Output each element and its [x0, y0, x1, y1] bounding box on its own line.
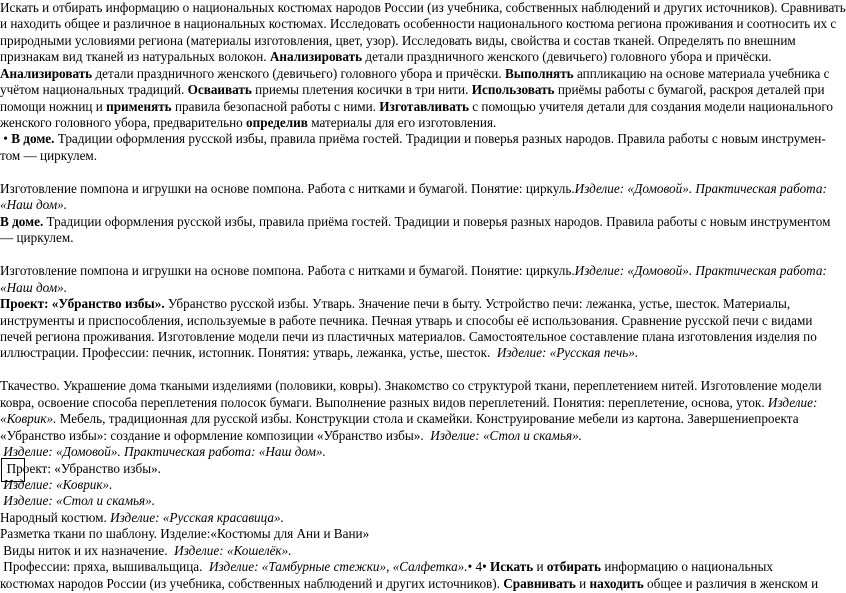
- text-line: [0, 99, 833, 116]
- text-line: [0, 16, 836, 33]
- italic-run: Изделие:: [767, 395, 818, 410]
- text-run: •: [0, 131, 12, 146]
- bold-run: Выполнять: [504, 66, 574, 81]
- text-line: [0, 230, 74, 247]
- empty-image-frame: [1, 458, 25, 482]
- bold-run: В доме.: [0, 214, 44, 229]
- text-run: информацию о национальных: [601, 559, 773, 574]
- text-run: с помощью учителя детали для создания модели национального: [468, 99, 834, 114]
- text-run: Народный костюм.: [0, 510, 111, 525]
- text-run: правила безопасной работы с ними.: [171, 99, 380, 114]
- text-run: аппликацию на основе материала учебника с: [573, 66, 830, 81]
- italic-run: Изделие: «Кошелёк».: [174, 543, 292, 558]
- text-line: [0, 411, 799, 428]
- text-line: [0, 131, 826, 148]
- text-run: детали праздничного женского (девичьего) головного убора и причёски.: [362, 49, 772, 64]
- text-line: [0, 526, 369, 543]
- text-run: ковра, освоение способа переплетения полосок бумаги. Выполнение разных видов переплетений. Понятия: переплетение, основа, уток.: [0, 395, 768, 410]
- text-run: Убранство русской избы. Утварь. Значение печи в быту. Устройство печи: лежанка, устье, шесток. Материалы,: [164, 296, 791, 311]
- bold-run: Использовать: [471, 82, 555, 97]
- bold-run: Искать: [490, 559, 534, 574]
- text-line: [0, 296, 790, 313]
- italic-run: Изделие: «Стол и скамья».: [430, 428, 582, 443]
- text-run: Традиции оформления русской избы, правила приёма гостей. Традиции и поверья разных народов. Правила работы с новым инструмен-: [54, 131, 826, 146]
- italic-run: Изделие: «Русская печь».: [496, 345, 639, 360]
- text-line: [0, 345, 638, 362]
- bold-run: отбирать: [546, 559, 602, 574]
- text-line: [0, 510, 284, 527]
- text-run: печей региона проживания. Изготовление модели печи из пластичных материалов. Самостоятельное составление плана изготовления изделия по: [0, 329, 817, 344]
- italic-run: «Наш дом».: [0, 197, 68, 212]
- text-run: и находить общее и различное в национальных костюмах. Исследовать особенности национального костюма региона проживания и соотносить их с: [0, 16, 837, 31]
- text-line: [0, 148, 97, 165]
- text-run: Традиции оформления русской избы, правила приёма гостей. Традиции и поверья разных народов. Правила работы с новым инструментом: [43, 214, 831, 229]
- text-line: [0, 576, 818, 593]
- text-line: [0, 115, 496, 132]
- text-run: Изготовление помпона и игрушки на основе помпона. Работа с нитками и бумагой. Понятие: циркуль.: [0, 263, 575, 278]
- text-run: и: [533, 559, 547, 574]
- text-run: Ткачество. Украшение дома ткаными изделиями (половики, ковры). Знакомство со структурой ткани, переплетением нитей. Изготовление модели: [0, 378, 822, 393]
- text-run: • 4•: [467, 559, 490, 574]
- bold-run: Проект: «Убранство избы».: [0, 296, 165, 311]
- text-run: иллюстрации. Профессии: печник, истопник. Понятия: утварь, лежанка, устье, шесток.: [0, 345, 497, 360]
- text-run: инструменты и приспособления, используемые в работе печника. Печная утварь и способы её использования. Сравнение русской печи с видами: [0, 313, 813, 328]
- text-line: [0, 378, 822, 395]
- bold-run: Осваивать: [187, 82, 252, 97]
- bold-run: Изготавливать: [379, 99, 469, 114]
- text-run: помощи ножниц и: [0, 99, 107, 114]
- text-line: [0, 444, 326, 461]
- text-run: признакам вид тканей из натуральных волокон.: [0, 49, 270, 64]
- text-line: [0, 559, 773, 576]
- text-run: материалы для его изготовления.: [307, 115, 497, 130]
- text-run: природными условиями региона (материалы изготовления, цвет, узор). Исследовать виды, свойства и состав тканей. Определять по внешним: [0, 33, 796, 48]
- text-line: [0, 66, 830, 83]
- text-run: том — циркулем.: [0, 148, 98, 163]
- text-line: [0, 313, 812, 330]
- italic-run: «Коврик».: [0, 411, 57, 426]
- text-run: Изготовление помпона и игрушки на основе помпона. Работа с нитками и бумагой. Понятие: циркуль.: [0, 181, 575, 196]
- bold-run: В доме.: [11, 131, 55, 146]
- text-run: детали праздничного женского (девичьего) головного убора и причёски.: [92, 66, 505, 81]
- text-run: учётом национальных традиций.: [0, 82, 188, 97]
- italic-run: Изделие: «Домовой». Практическая работа:: [574, 181, 827, 196]
- text-line: [0, 0, 846, 17]
- text-run: костюмах народов России (из учебника, собственных наблюдений и других источников).: [0, 576, 504, 591]
- text-line: [0, 82, 825, 99]
- bold-run: Сравнивать: [503, 576, 576, 591]
- text-run: и: [575, 576, 590, 591]
- text-run: — циркулем.: [0, 230, 74, 245]
- bold-run: определив: [246, 115, 308, 130]
- italic-run: «Наш дом».: [0, 280, 68, 295]
- text-run: приёмы работы с бумагой, раскроя деталей при: [554, 82, 825, 97]
- bold-run: Анализировать: [0, 66, 93, 81]
- text-line: [0, 428, 582, 445]
- bold-run: Анализировать: [269, 49, 363, 64]
- text-run: приемы плетения косички в три нити.: [251, 82, 472, 97]
- text-line: [0, 543, 292, 560]
- italic-run: Изделие: «Русская красавица».: [110, 510, 284, 525]
- italic-run: Изделие: «Коврик».: [3, 477, 113, 492]
- text-line: [0, 280, 67, 297]
- text-run: Искать и отбирать информацию о национальных костюмах народов России (из учебника, собственных наблюдений и других источников). Сравнивать: [0, 0, 846, 15]
- italic-run: Изделие: «Стол и скамья».: [3, 493, 156, 508]
- text-run: Профессии: пряха, вышивальщица.: [0, 559, 210, 574]
- text-line: [0, 214, 830, 231]
- text-run: Разметка ткани по шаблону. Изделие:«Костюмы для Ани и Вани»: [0, 526, 370, 541]
- text-run: Мебель, традиционная для русской избы. Конструкции стола и скамейки. Конструирование мебели из картона. Завершениепроекта: [56, 411, 799, 426]
- text-run: Виды ниток и их назначение.: [0, 543, 175, 558]
- text-run: общее и различия в женском и: [643, 576, 819, 591]
- text-line: [0, 49, 772, 66]
- text-line: [0, 33, 796, 50]
- text-run: Проект: «Убранство избы».: [0, 461, 161, 476]
- italic-run: Изделие: «Тамбурные стежки», «Салфетка».: [209, 559, 468, 574]
- bold-run: находить: [589, 576, 644, 591]
- text-line: [0, 493, 155, 510]
- text-line: [0, 395, 817, 412]
- text-line: [0, 197, 67, 214]
- text-line: [0, 329, 817, 346]
- italic-run: Изделие: «Домовой». Практическая работа:: [574, 263, 827, 278]
- text-run: женского головного убора, предварительно: [0, 115, 247, 130]
- text-line: [0, 181, 827, 198]
- text-line: [0, 263, 827, 280]
- italic-run: Изделие: «Домовой». Практическая работа: «Наш дом».: [3, 444, 326, 459]
- text-run: «Убранство избы»: создание и оформление композиции «Убранство избы».: [0, 428, 431, 443]
- bold-run: применять: [106, 99, 172, 114]
